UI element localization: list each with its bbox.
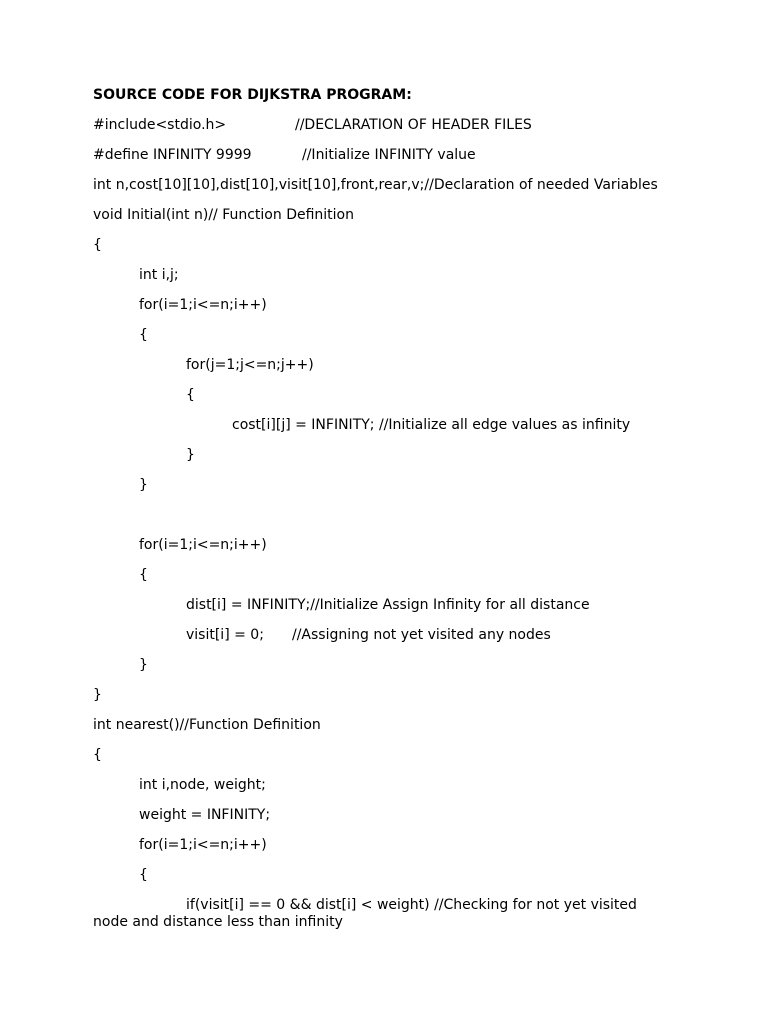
code-line-int-ij: int i,j; xyxy=(139,267,179,283)
code-line-brace: { xyxy=(139,567,148,583)
code-line-for-i: for(i=1;i<=n;i++) xyxy=(139,297,267,313)
code-line-for-i: for(i=1;i<=n;i++) xyxy=(139,537,267,553)
code-line-int-node: int i,node, weight; xyxy=(139,777,266,793)
code-line-visit-init xyxy=(186,627,586,644)
code-line-brace: { xyxy=(139,327,148,343)
code-line-brace: } xyxy=(186,447,195,463)
code-line-brace: } xyxy=(139,477,148,493)
code-line-brace: { xyxy=(93,237,102,253)
code-line-define xyxy=(93,147,653,164)
code-line-brace: { xyxy=(139,867,148,883)
code-line-variables: int n,cost[10][10],dist[10],visit[10],front,rear,v;//Declaration of needed Variables xyxy=(93,177,658,193)
code-line-nearest-def: int nearest()//Function Definition xyxy=(93,717,321,733)
code-line-brace: } xyxy=(93,687,102,703)
code-comment: //DECLARATION OF HEADER FILES xyxy=(295,117,532,133)
code-line-include xyxy=(93,117,653,134)
code-line-brace: } xyxy=(139,657,148,673)
code-text: visit[i] = 0; xyxy=(186,627,264,643)
code-line-cost-init: cost[i][j] = INFINITY; //Initialize all edge values as infinity xyxy=(232,417,631,433)
code-line-if-visit-cont: node and distance less than infinity xyxy=(93,914,343,930)
code-text: #include<stdio.h> xyxy=(93,117,227,133)
code-line-for-j: for(j=1;j<=n;j++) xyxy=(186,357,314,373)
code-line-if-visit: if(visit[i] == 0 && dist[i] < weight) //Checking for not yet visited xyxy=(186,897,637,913)
code-comment: //Initialize INFINITY value xyxy=(302,147,476,163)
code-line-weight: weight = INFINITY; xyxy=(139,807,271,823)
document-title: SOURCE CODE FOR DIJKSTRA PROGRAM: xyxy=(93,87,412,103)
code-line-for-i: for(i=1;i<=n;i++) xyxy=(139,837,267,853)
code-line-initial-def: void Initial(int n)// Function Definition xyxy=(93,207,354,223)
code-line-brace: { xyxy=(93,747,102,763)
code-text: #define INFINITY 9999 xyxy=(93,147,252,163)
code-line-dist-init: dist[i] = INFINITY;//Initialize Assign Infinity for all distance xyxy=(186,597,590,613)
code-comment: //Assigning not yet visited any nodes xyxy=(292,627,551,643)
code-line-brace: { xyxy=(186,387,195,403)
